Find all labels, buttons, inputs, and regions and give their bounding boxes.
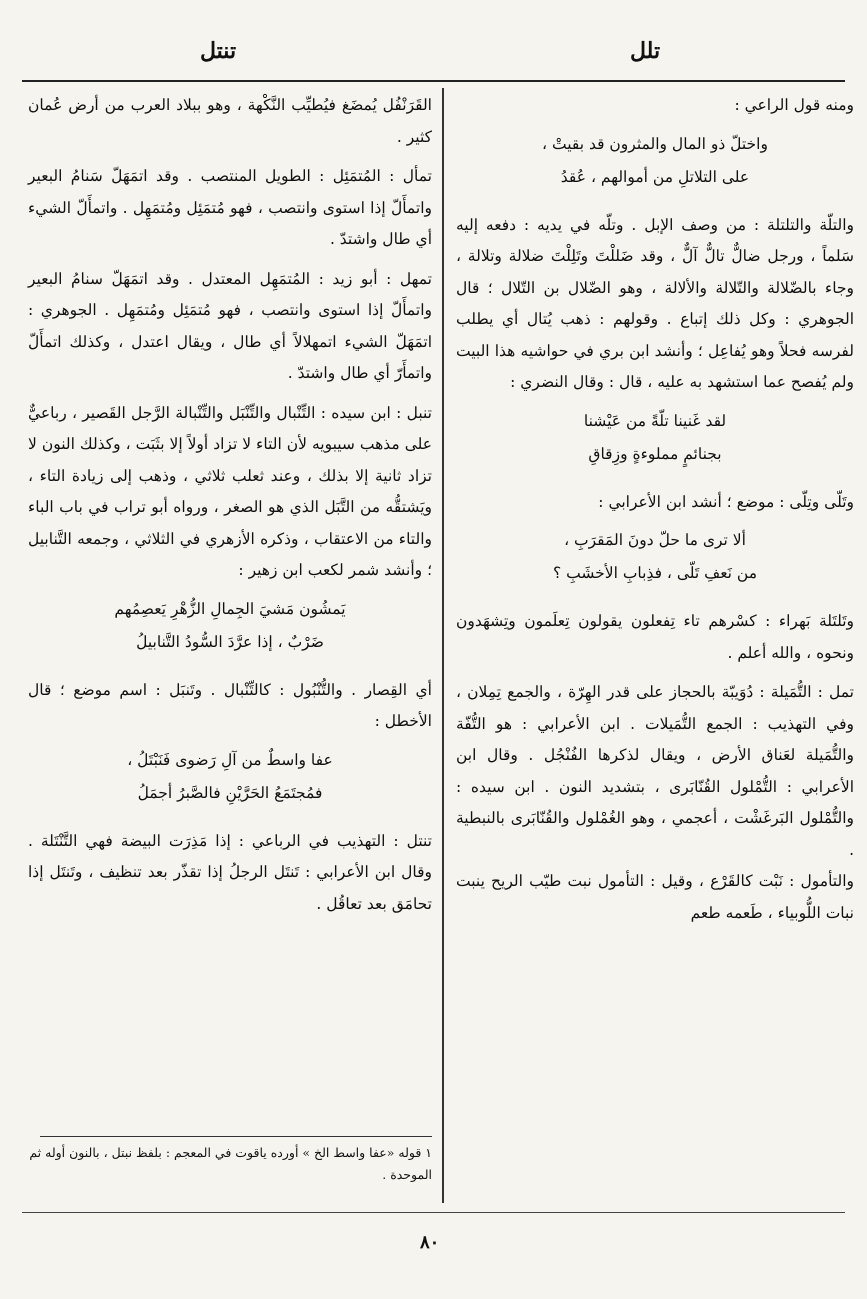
entry-paragraph: القَرَنْفُل يُمضَغ فيُطيِّب النَّكْهة ، وهو ببلاد العرب من أرض عُمان كثير . (28, 96, 432, 146)
verse-line: يَمشُون مَشيَ الجِمالِ الزُّهْرِ يَعصِمُهم (114, 599, 346, 618)
verse-block (456, 524, 854, 590)
entry-paragraph: والتأمول : نَبْت كالقَرْع ، وقيل : التأمول نبت طيّب الريح ينبت نبات اللُّوبياء ، طَعمه طعم (456, 872, 854, 922)
verse-line: بجنائمٍ مملوءةٍ وزِقاقِ (588, 444, 722, 463)
spacer (456, 479, 854, 487)
spacer (28, 153, 432, 161)
entry-paragraph: والتلّة والتلتلة : من وصف الإبل . وتلّه في يديه : دفعه إليه سَلماً ، ورجل ضالٌّ تالٌّ آلٌّ ، وقد ضَللْتَ وتَلِلْتَ ضلالة وتلالة ، وجاء بالضّلالة والتّلالة والألالة ، وهو الضّلال بن التّلال ؛ قال الجوهري : وكل ذلك إتباع . وقولهم : ذهب يُتال أي يطلب لفرسه فحلاً وهو يُفاعِل ؛ وأنشد ابن بري في حواشيه هذا البيت ولم يُفصح عما استشهد به عليه ، قال : وقال النضري : (456, 215, 854, 391)
right-column (456, 90, 854, 929)
header-word-left: تنتل (200, 38, 237, 64)
verse-line: ألا ترى ما حلّ دونَ المَقرَبِ ، (564, 531, 746, 549)
left-column (28, 90, 432, 920)
spacer (28, 390, 432, 398)
spacer (456, 598, 854, 606)
entry-paragraph: تمهل : أبو زيد : المُتمَهِل المعتدل . وقد اتمَهَلّ سنامُ البعير واتمأَلّ إذا استوى وانتصب ، فهو مُتمَئِل ومُتمَهِل . الجوهري : اتمَهَلّ الشيء اتمهلالاً أي طال ، ويقال اعتدل ، وكذلك اتمأَلّ واتمأَرّ أي طال واشتدّ . (28, 269, 432, 382)
page-header (0, 38, 867, 78)
verse-block (456, 128, 854, 194)
verse-line: عفا واسطٌ من آلِ رَضوى فَنَبْتَلُ ، (127, 750, 333, 769)
entry-paragraph: أي القِصار . والتُّنْبُول : كالتِّنْبال . وتَنبَل : اسم موضع ؛ قال الأخطل : (28, 680, 432, 730)
entry-paragraph: تمأل : المُتمَئِل : الطويل المنتصب . وقد اتمَهَلّ سَنامُ البعير واتمأَلّ إذا استوى وانتصب ، فهو مُتمَئِل ومُتمَهِل . واتمأَلّ الشيء أي طال واشتدّ . (28, 167, 432, 248)
top-rule (22, 80, 845, 82)
bottom-rule (22, 1212, 845, 1213)
verse-block (28, 744, 432, 810)
column-divider (442, 88, 444, 1203)
spacer (28, 256, 432, 264)
entry-paragraph: تنتل : التهذيب في الرباعي : إذا مَذِرَت البيضة فهي التَّنْتَلة . وقال ابن الأعرابي : تَنتَل الرجلُ إذا تقذّر بعد تنظيف ، وتَنتَل إذا تحامَق بعد تعاقُل . (28, 831, 432, 913)
entry-paragraph: تنبل : ابن سيده : التِّنْبال والتِّنْبَل والتِّنْبالة الرَّجل القَصير ، رباعيٌّ على مذهب سيبويه لأن التاء لا تزاد أولاً إلا بثَبَت ، وكذلك النون لا تزاد ثانية إلا بذلك ، وعند ثعلب ثلاثي ، وذهب إلى زيادة التاء ، ويَشتقُّه من التَّبَل الذي هو الصغر ، ورواه أبو تراب في باب الباء والتاء من الاعتقاب ، وذكره الأزهري في الثلاثي ، وجمعه التَّنابيل ؛ وأنشد شمر لكعب ابن زهير : (28, 403, 432, 579)
verse-line: على التلاتلِ من أموالهم ، عُقدُ (560, 167, 750, 186)
verse-line: واختلّ ذو المال والمثرون قد بقيتْ ، (542, 134, 768, 153)
verse-line: فمُجتَمَعُ الحَرَّيْنِ فالصَّبرُ أجمَلُ (137, 783, 323, 802)
entry-paragraph: وتَلّى وتِلّى : موضع ؛ أنشد ابن الأعرابي : (598, 492, 854, 511)
spacer (28, 667, 432, 675)
verse-line: من نَعفِ تَلّى ، فذِبابِ الأخشَبِ ؟ (552, 564, 758, 582)
footnote: ١ قوله «عفا واسط الخ » أورده ياقوت في المعجم : بلفظ نبتل ، بالنون أوله ثم الموحدة . (29, 1145, 432, 1182)
spacer (28, 818, 432, 826)
page-number: ٨٠ (420, 1232, 440, 1253)
verse-line: ضَرْبٌ ، إذا عرَّدَ السُّودُ التَّنابيلُ (136, 632, 324, 651)
spacer (456, 202, 854, 210)
entry-paragraph: وتَلتَلة بَهراء : كسْرهم تاء تِفعلون يقولون تِعلَمون وتِشهَدون ونحوه ، والله أعلم . (456, 612, 854, 662)
verse-block (456, 405, 854, 471)
footnote-rule (40, 1136, 432, 1137)
entry-paragraph: ومنه قول الراعي : (734, 96, 854, 114)
entry-paragraph: تمل : التُّمَيلة : دُوَيبّة بالحجاز على قدر الهِرّة ، والجمع تِمِلان ، وفي التهذيب : الجمع التُّمَيلات . ابن الأعرابي : هو التُّفّة والتُّمَيلة لعَناق الأرض ، ويقال لذكرها الفُنْجُل . وقال ابن الأعرابي : التُّمْلول القُنّابَرى ، بتشديد النون . ابن سيده : والتُّمْلول البَرغَشْت ، أعجمي ، وهو الغُمْلول والقُنّابَرى بالنبطية . (456, 683, 854, 859)
header-word-right: تلل (630, 38, 661, 64)
verse-line: لقد غَنينا تلّةً من عَيْشنا (583, 411, 727, 430)
spacer (456, 669, 854, 677)
verse-block (28, 593, 432, 659)
